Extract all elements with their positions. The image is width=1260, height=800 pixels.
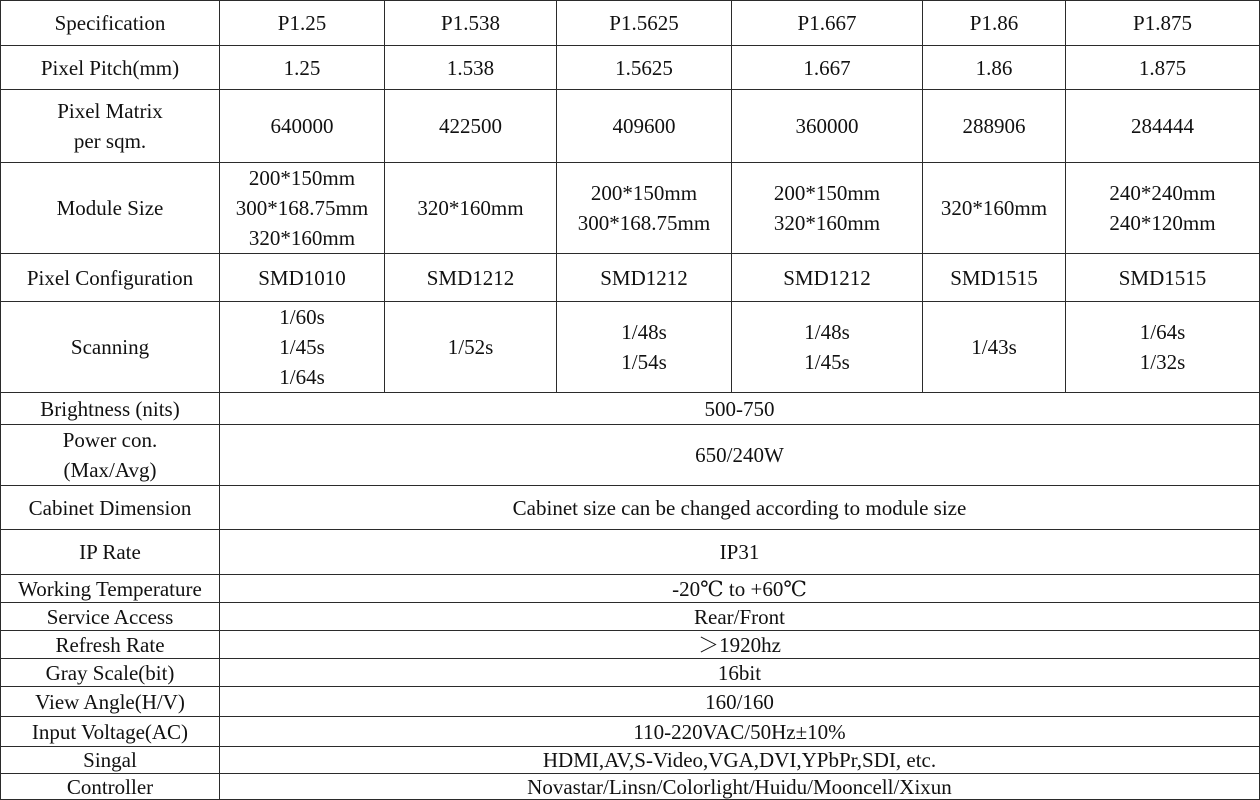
table-row	[1, 425, 1260, 486]
cell-text-line: 320*160mm	[773, 211, 881, 235]
cell-text-line: per sqm.	[73, 129, 147, 153]
row-label	[1, 687, 220, 717]
cell-text-line: IP Rate	[79, 540, 141, 564]
cell-text-line: 200*150mm	[590, 181, 698, 205]
table-row	[1, 747, 1260, 774]
cell-text-line: 1/32s	[1139, 350, 1186, 374]
table-cell	[557, 163, 732, 254]
cell-text-line: 360000	[795, 114, 859, 138]
table-cell	[557, 90, 732, 163]
cell-text-line: SMD1515	[1118, 265, 1207, 290]
table-cell	[732, 163, 923, 254]
table-cell	[385, 163, 557, 254]
table-cell	[732, 302, 923, 393]
shared-value-cell: Novastar/Linsn/Colorlight/Huidu/Mooncell/Xixun	[220, 774, 1260, 800]
table-cell	[1066, 254, 1260, 302]
cell-text-line: Singal	[83, 747, 137, 772]
cell-text-line: SMD1212	[783, 265, 871, 290]
table-cell	[1066, 90, 1260, 163]
cell-text-line: (Max/Avg)	[63, 458, 157, 482]
shared-value-cell: IP31	[220, 530, 1260, 575]
table-cell	[220, 302, 385, 393]
table-row	[1, 530, 1260, 575]
cell-text-line: Controller	[66, 774, 154, 799]
cell-text-line: Brightness (nits)	[40, 396, 180, 421]
cell-text-line: 1.25	[283, 55, 321, 80]
table-cell	[923, 163, 1066, 254]
table-cell	[385, 254, 557, 302]
table-row	[1, 687, 1260, 717]
cell-text-line: Input Voltage(AC)	[31, 719, 189, 744]
table-cell	[220, 163, 385, 254]
shared-value-cell: HDMI,AV,S-Video,VGA,DVI,YPbPr,SDI, etc.	[220, 747, 1260, 774]
header-cell-specification: Specification	[1, 1, 220, 46]
cell-text-line: View Angle(H/V)	[35, 689, 185, 714]
table-cell	[732, 254, 923, 302]
cell-text-line: Power con.	[62, 428, 158, 452]
shared-value-cell: ＞1920hz	[220, 631, 1260, 659]
row-label	[1, 425, 220, 486]
cell-text-line: 1/45s	[804, 350, 850, 374]
cell-text-line: Module Size	[56, 196, 164, 220]
cell-text-line: 200*150mm	[248, 166, 356, 190]
shared-value-cell: Rear/Front	[220, 603, 1260, 631]
table-cell	[220, 90, 385, 163]
table-cell	[923, 302, 1066, 393]
cell-text-line: Service Access	[46, 604, 174, 629]
table-row	[1, 46, 1260, 90]
cell-text-line: 300*168.75mm	[577, 211, 711, 235]
table-cell	[1066, 163, 1260, 254]
cell-text-line: 1/48s	[621, 320, 667, 344]
header-row	[1, 1, 1260, 46]
row-label	[1, 747, 220, 774]
row-label	[1, 486, 220, 530]
table-row	[1, 659, 1260, 687]
cell-text-line: Pixel Configuration	[26, 265, 194, 290]
cell-text-line: 640000	[270, 114, 334, 138]
cell-text-line: 1/43s	[971, 335, 1017, 359]
header-cell-model: P1.538	[385, 1, 557, 46]
cell-text-line: 1/64s	[1139, 320, 1186, 344]
row-label	[1, 254, 220, 302]
row-label	[1, 659, 220, 687]
row-label	[1, 302, 220, 393]
cell-text-line: Refresh Rate	[55, 632, 165, 657]
table-cell	[923, 90, 1066, 163]
shared-value-cell: 16bit	[220, 659, 1260, 687]
table-cell	[732, 90, 923, 163]
cell-text-line: SMD1212	[600, 265, 688, 290]
table-cell	[923, 46, 1066, 90]
cell-text-line: 1/48s	[804, 320, 850, 344]
cell-text-line: 320*160mm	[940, 196, 1048, 220]
cell-text-line: 1.5625	[615, 55, 673, 80]
table-row	[1, 603, 1260, 631]
cell-text-line: SMD1515	[950, 265, 1038, 290]
table-row	[1, 631, 1260, 659]
table-row	[1, 486, 1260, 530]
cell-text-line: 409600	[612, 114, 676, 138]
row-label	[1, 631, 220, 659]
table-row	[1, 575, 1260, 603]
table-cell	[1066, 302, 1260, 393]
table-cell	[923, 254, 1066, 302]
table-cell	[732, 46, 923, 90]
row-label	[1, 90, 220, 163]
cell-text-line: 1/54s	[621, 350, 667, 374]
row-label	[1, 393, 220, 425]
cell-text-line: 1.875	[1138, 55, 1187, 80]
table-cell	[220, 254, 385, 302]
table-cell	[557, 254, 732, 302]
table-cell	[385, 90, 557, 163]
table-row	[1, 163, 1260, 254]
cell-text-line: 320*160mm	[248, 226, 356, 250]
shared-value-cell: Cabinet size can be changed according to module size	[220, 486, 1260, 530]
header-cell-model: P1.875	[1066, 1, 1260, 46]
cell-text-line: SMD1010	[258, 265, 346, 290]
row-label	[1, 717, 220, 747]
cell-text-line: Gray Scale(bit)	[45, 660, 175, 685]
cell-text-line: 1.86	[975, 55, 1013, 80]
header-cell-model: P1.667	[732, 1, 923, 46]
cell-text-line: Cabinet Dimension	[28, 495, 192, 520]
row-label	[1, 530, 220, 575]
row-label	[1, 575, 220, 603]
header-cell-model: P1.86	[923, 1, 1066, 46]
cell-text-line: Pixel Pitch(mm)	[40, 55, 180, 80]
row-label	[1, 46, 220, 90]
table-row	[1, 717, 1260, 747]
table-cell	[220, 46, 385, 90]
cell-text-line: 200*150mm	[773, 181, 881, 205]
table-row	[1, 254, 1260, 302]
cell-text-line: 240*120mm	[1109, 211, 1216, 235]
cell-text-line: 1/45s	[279, 335, 325, 359]
cell-text-line: 1/64s	[279, 365, 325, 389]
cell-text-line: SMD1212	[426, 265, 515, 290]
header-cell-model: P1.5625	[557, 1, 732, 46]
cell-text-line: 288906	[962, 114, 1026, 138]
cell-text-line: Working Temperature	[18, 576, 202, 601]
cell-text-line: 1/52s	[447, 335, 494, 359]
shared-value-cell: 650/240W	[220, 425, 1260, 486]
cell-text-line: 1/60s	[279, 305, 325, 329]
table-row	[1, 302, 1260, 393]
shared-value-cell: 160/160	[220, 687, 1260, 717]
table-cell	[385, 46, 557, 90]
cell-text-line: Pixel Matrix	[57, 99, 163, 123]
cell-text-line: 1.538	[446, 55, 495, 80]
table-cell	[557, 302, 732, 393]
shared-value-cell: 500-750	[220, 393, 1260, 425]
row-label	[1, 163, 220, 254]
cell-text-line: 240*240mm	[1109, 181, 1216, 205]
table-row	[1, 393, 1260, 425]
cell-text-line: 320*160mm	[417, 196, 524, 220]
table-cell	[557, 46, 732, 90]
header-cell-model: P1.25	[220, 1, 385, 46]
row-label	[1, 603, 220, 631]
table-cell	[1066, 46, 1260, 90]
shared-value-cell: -20℃ to +60℃	[220, 575, 1260, 603]
table-row	[1, 90, 1260, 163]
cell-text-line: Scanning	[70, 335, 150, 359]
cell-text-line: 1.667	[803, 55, 851, 80]
spec-table-body	[1, 1, 1260, 800]
cell-text-line: 422500	[439, 114, 502, 138]
cell-text-line: 284444	[1131, 114, 1194, 138]
cell-text-line: 300*168.75mm	[235, 196, 369, 220]
shared-value-cell: 110-220VAC/50Hz±10%	[220, 717, 1260, 747]
table-cell	[385, 302, 557, 393]
